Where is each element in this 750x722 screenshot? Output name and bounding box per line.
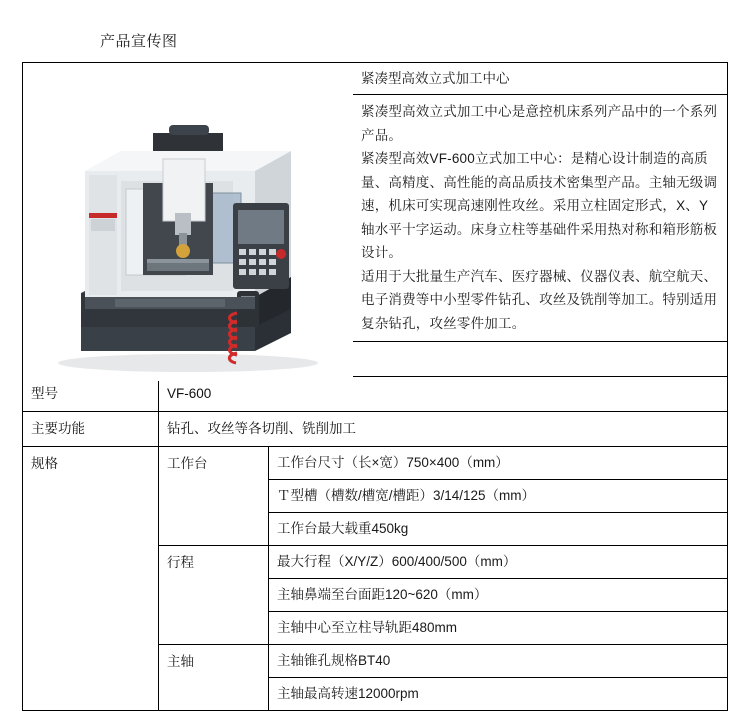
spec-group-label: 行程 [159,546,269,645]
spec-line: 主轴中心至立柱导轨距480mm [269,612,728,645]
spec-line: Ｔ型槽（槽数/槽宽/槽距）3/14/125（mm） [269,480,728,513]
spec-group-lines [269,645,728,711]
product-description [353,95,727,341]
spec-group-lines [269,447,728,546]
spec-group-travel [159,546,728,645]
product-overview-row [23,63,728,342]
specifications-groups [159,447,728,711]
description-paragraph-3: 适用于大批量生产汽车、医疗器械、仪器仪表、航空航天、电子消费等中小型零件钻孔、攻丝及铣削等加工。特别适用复杂钻孔，攻丝零件加工。 [361,268,718,331]
table-row [23,377,728,412]
spec-line: 主轴鼻端至台面距120~620（mm） [269,579,728,612]
page-title: 产品宣传图 [100,33,178,50]
spec-group-label: 工作台 [159,447,269,546]
row-value: 钻孔、攻丝等各切削、铣削加工 [159,412,728,447]
spec-group-spindle [159,645,728,711]
row-label: 型号 [23,377,159,412]
description-paragraph-2: 紧凑型高效VF-600立式加工中心：是精心设计制造的高质量、高精度、高性能的高品质技术密集型产品。主轴无级调速，机床可实现高速刚性攻丝。采用立柱固定形式，X、Y轴水平十字运动。床身立柱等基础件采用热对称和箱形筋板设计。 [361,151,718,260]
spec-sheet [22,62,728,711]
table-row [23,412,728,447]
spec-line: 工作台尺寸（长×宽）750×400（mm） [269,447,728,480]
description-paragraph-1: 紧凑型高效立式加工中心是意控机床系列产品中的一个系列产品。 [361,104,718,143]
row-value: VF-600 [159,377,728,412]
row-label: 主要功能 [23,412,159,447]
product-headline: 紧凑型高效立式加工中心 [353,63,727,95]
specifications-row [23,447,728,711]
product-image-cell [23,63,353,342]
spec-line: 最大行程（X/Y/Z）600/400/500（mm） [269,546,728,579]
product-description-cell [353,63,728,342]
spec-group-label: 主轴 [159,645,269,711]
machine-illustration [23,63,353,381]
spec-group-worktable [159,447,728,546]
spec-line: 工作台最大载重450kg [269,513,728,546]
specifications-label: 规格 [23,447,159,711]
spec-line: 主轴最高转速12000rpm [269,678,728,711]
spec-line: 主轴锥孔规格BT40 [269,645,728,678]
spec-group-lines [269,546,728,645]
